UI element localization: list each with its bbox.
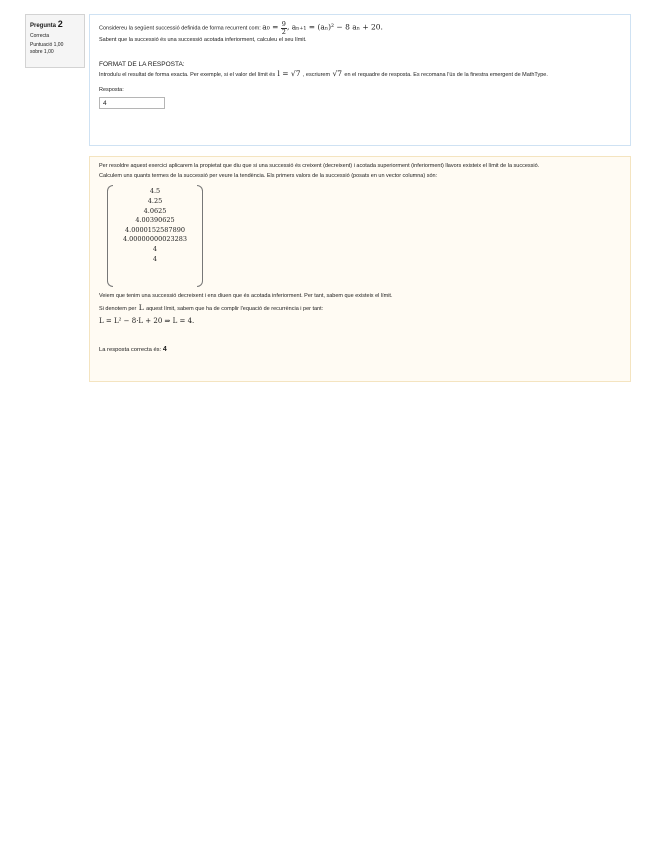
question-formulation [89, 14, 631, 146]
vector-cell: 4.25 [147, 196, 163, 205]
recurrence-equation: L = L² − 8·L + 20 ⇒ L = 4. [99, 316, 195, 325]
vector-cell: 4.0000152587890 [125, 225, 185, 234]
feedback-p4-a: Si denotem per [99, 306, 137, 313]
sequence-vector [107, 183, 203, 289]
question-intro [99, 21, 622, 35]
vector-cell: 4.00000000023283 [122, 235, 188, 244]
format-text-2: , escriurem [302, 71, 331, 78]
feedback-paragraph-2: Calculem uns quants termes de la successió per veure la tendència. Els primers valors de la successió (posats en un vector columna) són: [99, 172, 438, 179]
format-text-3: en el requadre de resposta. Es recomana l'ús de la finestra emergent de MathType. [344, 71, 548, 78]
vector-cell: 4.5 [149, 187, 161, 196]
vector-cell: 4 [152, 254, 158, 263]
question-task: Sabent que la successió és una successió acotada inferiorment, calculeu el seu límit. [99, 37, 307, 43]
vector-cell: 4 [152, 244, 158, 253]
question-intro-text: Considereu la següent successió definida de forma recurrent com: [99, 25, 261, 32]
vector-cell: 4.00390625 [135, 216, 175, 225]
grade-line-2: sobre 1,00 [30, 48, 54, 55]
feedback-p4-b: aquest límit, sabem que ha de complir l'equació de recurrència i per tant: [146, 306, 324, 313]
feedback-paragraph-4 [99, 303, 622, 314]
vector-values [112, 187, 198, 264]
correct-answer-value: 4 [162, 345, 167, 353]
question-label: Pregunta [30, 23, 57, 29]
answer-label: Resposta: [99, 87, 124, 94]
answer-input[interactable] [99, 97, 165, 109]
feedback-paragraph-3: Veiem que tenim una successió decreixent i ens diuen que és acotada inferiorment. Per tant, sabem que existeix el límit. [99, 293, 393, 300]
format-instructions [99, 69, 622, 80]
question-number [30, 18, 80, 30]
fraction-numerator: 9 [281, 20, 286, 28]
question-grade [30, 42, 80, 56]
correct-answer [99, 345, 622, 355]
format-text-1: Introduïu el resultat de forma exacta. Per exemple, si el valor del límit és [99, 71, 276, 78]
question-state: Correcta [30, 33, 50, 40]
formula-a0: a₀ = [262, 22, 281, 32]
general-feedback [89, 156, 631, 382]
vector-cell: 4.0625 [143, 206, 167, 215]
question-info-panel [25, 14, 85, 68]
feedback-paragraph-1: Per resoldre aquest exercici aplicarem la propietat que diu que si una successió és creixent (decreixent) i acotada superiorment (inferiorment) llavors existeix el límit de la successió. [99, 163, 540, 169]
formula-recurrence: , aₙ₊₁ = (aₙ)² − 8 aₙ + 20. [286, 22, 383, 32]
fraction-denominator: 2 [281, 27, 286, 36]
question-number-value: 2 [57, 19, 63, 29]
feedback-limit-symbol: L [136, 303, 147, 313]
grade-line-1: Puntuació 1,00 [30, 41, 64, 48]
format-example-limit: l = √7 [275, 68, 303, 78]
format-title: FORMAT DE LA RESPOSTA: [99, 60, 185, 68]
correct-answer-label: La resposta correcta és: [99, 346, 162, 353]
format-example-sqrt: √7 [330, 68, 345, 78]
